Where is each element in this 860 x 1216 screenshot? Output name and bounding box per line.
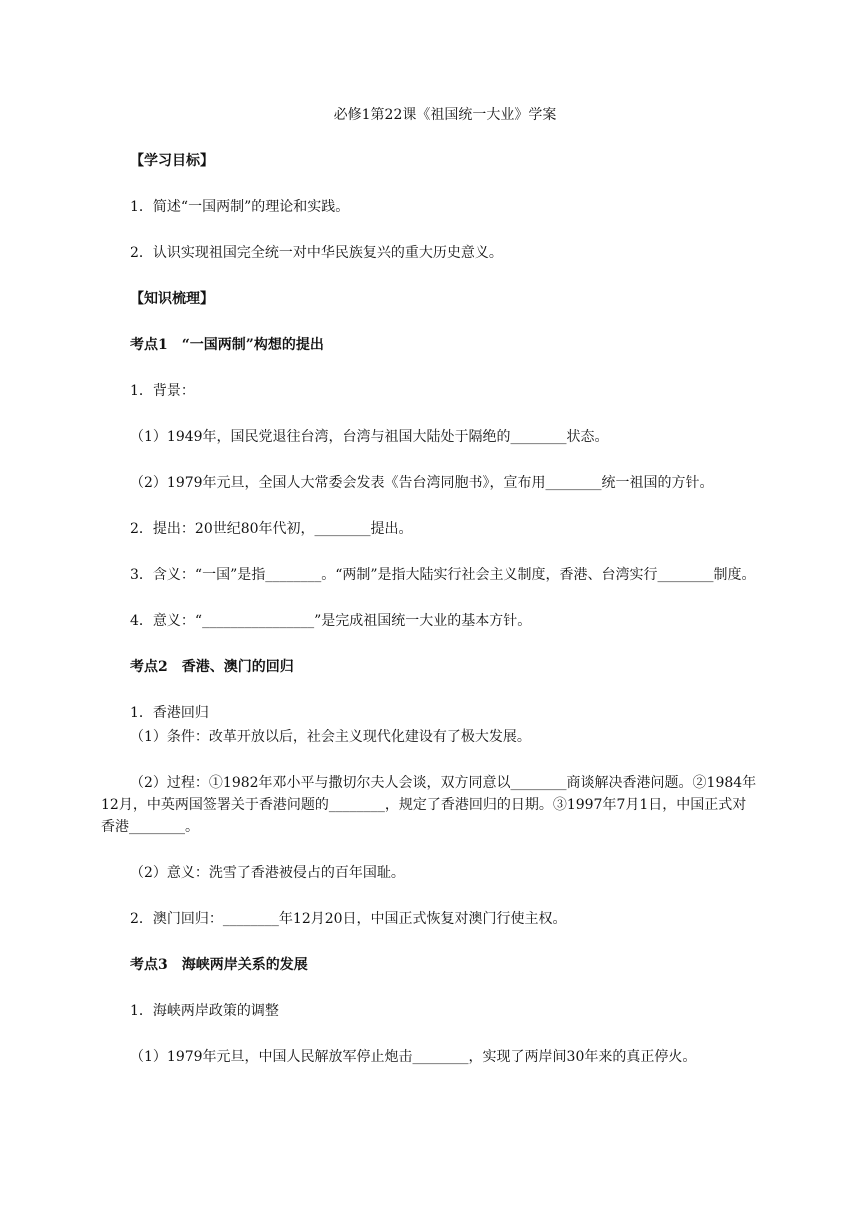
point1-heading: 考点1 “一国两制”构想的提出 [130,337,324,353]
point1-proposal: 2．提出：20世纪80年代初，________提出。 [130,521,413,537]
point1-meaning: 3．含义：“一国”是指________。“两制”是指大陆实行社会主义制度，香港、台湾实行________制度。 [130,567,756,583]
point1-background-item-2: （2）1979年元旦，全国人大常委会发表《告台湾同胞书》，宣布用________统一祖国的方针。 [130,475,714,491]
point1-background-label: 1．背景： [130,383,195,399]
point2-hk-label: 1．香港回归 [130,705,209,721]
point1-significance: 4．意义：“________________”是完成祖国统一大业的基本方针。 [130,613,532,629]
point2-hk-process: （2）过程：①1982年邓小平与撒切尔夫人会谈，双方同意以________商谈解决香港问题。②1984年12月，中英两国签署关于香港问题的________，规定了香港回归的日期。③1997年7月1日，中国正式对香港________。 [101,775,757,835]
point2-macau: 2．澳门回归：________年12月20日，中国正式恢复对澳门行使主权。 [130,911,567,927]
document-title: 必修1第22课《祖国统一大业》学案 [333,107,557,123]
point2-heading: 考点2 香港、澳门的回归 [130,659,294,675]
knowledge-heading: 【知识梳理】 [130,291,214,307]
goals-heading: 【学习目标】 [130,153,214,169]
point3-heading: 考点3 海峡两岸关系的发展 [130,957,308,973]
point2-hk-condition: （1）条件：改革开放以后，社会主义现代化建设有了极大发展。 [130,729,531,745]
point3-policy-item-1: （1）1979年元旦，中国人民解放军停止炮击________，实现了两岸间30年来的真正停火。 [130,1049,697,1065]
point2-hk-significance: （2）意义：洗雪了香港被侵占的百年国耻。 [130,865,405,881]
document-body [101,104,760,1092]
point3-policy-label: 1．海峡两岸政策的调整 [130,1003,279,1019]
goal-item-2: 2．认识实现祖国完全统一对中华民族复兴的重大历史意义。 [130,245,503,261]
goal-item-1: 1．简述“一国两制”的理论和实践。 [130,199,350,215]
point1-background-item-1: （1）1949年，国民党退往台湾，台湾与祖国大陆处于隔绝的________状态。 [130,429,609,445]
